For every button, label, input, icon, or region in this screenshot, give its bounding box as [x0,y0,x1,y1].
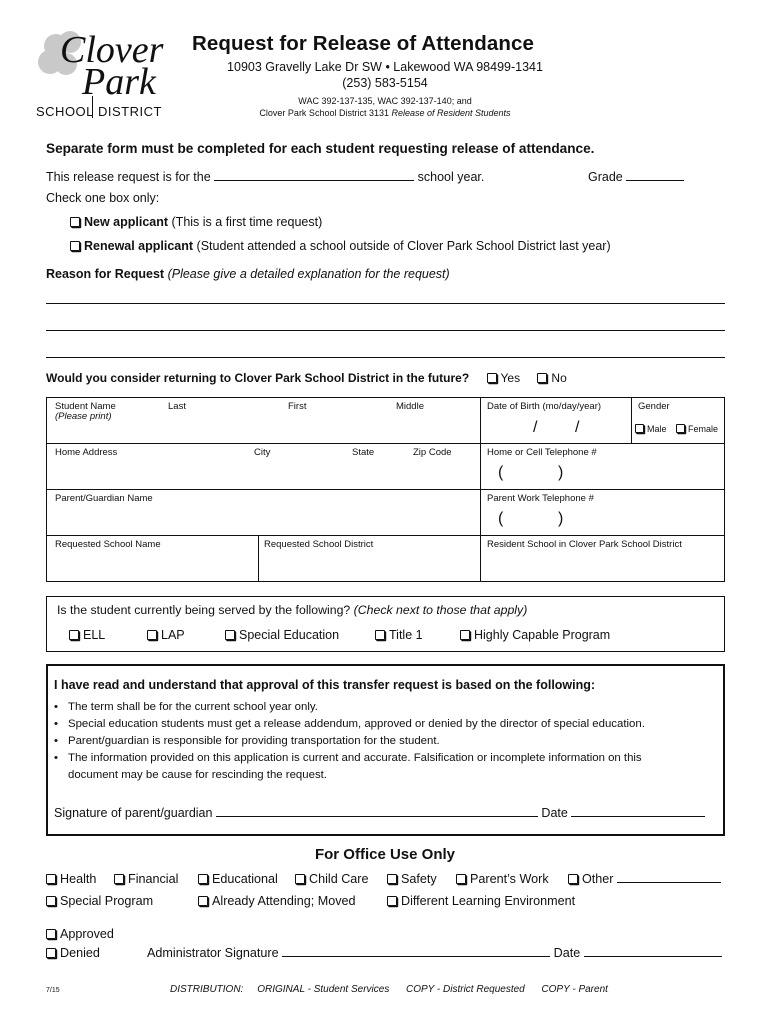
home-phone-paren-close: ) [558,464,564,481]
reason-label: Reason for Request [46,267,165,281]
form-revision: 7/15 [46,987,60,994]
admin-signature-label: Administrator Signature [147,946,279,960]
denied-checkbox[interactable] [46,948,56,958]
return-yes-checkbox[interactable] [487,373,497,383]
grade-group [588,170,684,184]
resident-school-label: Resident School in Clover Park School District [487,539,682,550]
denied-option [46,946,100,960]
highly-capable-checkbox[interactable] [460,630,470,640]
health-label: Health [60,872,97,886]
services-question-text: Is the student currently being served by the following? [57,603,354,617]
educational-checkbox[interactable] [198,874,208,884]
service-hcp-option [460,628,610,642]
office-reasons-row-2 [46,894,726,912]
parent-date-field[interactable] [571,816,705,817]
form-title: Request for Release of Attendance [192,32,535,55]
other-option [568,872,721,886]
parent-signature-label: Signature of parent/guardian [54,806,213,820]
renewal-applicant-checkbox[interactable] [70,241,80,251]
parents-work-option [456,872,549,886]
agreement-item: • The term shall be for the current school year only. [54,699,694,716]
school-year-line [46,170,726,184]
work-phone-label: Parent Work Telephone # [487,493,594,504]
male-checkbox[interactable] [635,424,644,433]
male-label: Male [647,424,667,434]
requested-district-label: Requested School District [264,539,374,550]
different-environment-option [387,894,575,908]
reason-line-2[interactable] [46,330,725,331]
dob-slash-2: / [575,419,580,436]
safety-label: Safety [401,872,437,886]
office-use-heading: For Office Use Only [314,846,456,863]
requested-school-label: Requested School Name [55,539,161,550]
ell-label: ELL [83,628,106,642]
district-phone: (253) 583-5154 [342,76,428,90]
special-education-checkbox[interactable] [225,630,235,640]
wac-reference: WAC 392-137-135, WAC 392-137-140; and [298,96,472,106]
home-address-label: Home Address [55,447,118,458]
agreement-item: • The information provided on this application is current and accurate. Falsification or incomplete information on this document may be cause for rescinding the request. [54,750,694,784]
return-yes-label: Yes [500,371,521,385]
logo-text-school: SCHOOL [36,104,94,119]
service-title1-option [375,628,423,642]
denied-label: Denied [60,946,100,960]
new-applicant-label: New applicant [84,215,169,229]
other-label: Other [582,872,614,886]
service-sped-option [225,628,339,642]
female-label: Female [688,424,719,434]
return-question-text: Would you consider returning to Clover Park School District in the future? [46,371,470,385]
services-question [57,603,527,617]
safety-option [387,872,437,886]
safety-checkbox[interactable] [387,874,397,884]
admin-signature-row [147,946,727,960]
parents-work-label: Parent’s Work [470,872,549,886]
other-checkbox[interactable] [568,874,578,884]
admin-signature-field[interactable] [282,956,550,957]
parent-signature-row [54,806,719,820]
grade-label: Grade [588,170,623,184]
services-hint: (Check next to those that apply) [353,603,528,617]
already-attending-option [198,894,356,908]
female-checkbox[interactable] [676,424,685,433]
highly-capable-label: Highly Capable Program [474,628,611,642]
first-name-label: First [288,401,307,412]
renewal-applicant-desc: (Student attended a school outside of Clover Park School District last year) [193,239,611,253]
financial-option [114,872,178,886]
ell-checkbox[interactable] [69,630,79,640]
other-field[interactable] [617,882,721,883]
student-info-table [46,397,725,582]
lap-label: LAP [161,628,185,642]
gender-male-option [635,424,667,434]
reason-hint: (Please give a detailed explanation for the request) [164,267,450,281]
separate-form-notice: Separate form must be completed for each student requesting release of attendance. [46,141,595,156]
policy-reference [200,108,570,118]
renewal-applicant-option [70,239,611,253]
city-label: City [254,447,271,458]
special-program-label: Special Program [60,894,154,908]
agreement-item: • Parent/guardian is responsible for providing transportation for the student. [54,733,694,750]
grade-field[interactable] [626,180,684,181]
work-phone-paren-open: ( [498,510,504,527]
return-no-label: No [551,371,567,385]
agreement-list [54,699,694,784]
distribution-note: DISTRIBUTION: ORIGINAL - Student Services COPY - District Requested COPY - Parent [170,984,608,995]
zip-label: Zip Code [413,447,452,458]
school-year-field[interactable] [214,180,414,181]
return-yes-option [487,371,521,385]
different-environment-label: Different Learning Environment [401,894,576,908]
dob-slash-1: / [533,419,538,436]
school-year-prefix: This release request is for the [46,170,211,184]
work-phone-paren-close: ) [558,510,564,527]
student-name-label: Student Name [55,401,116,412]
middle-name-label: Middle [396,401,424,412]
return-no-checkbox[interactable] [537,373,547,383]
renewal-applicant-label: Renewal applicant [84,239,194,253]
child-care-label: Child Care [309,872,369,886]
financial-label: Financial [128,872,179,886]
different-environment-checkbox[interactable] [387,896,397,906]
reason-heading [46,267,450,281]
title1-label: Title 1 [389,628,423,642]
logo-text-district: DISTRICT [98,104,162,119]
special-program-option [46,894,153,908]
reason-line-3[interactable] [46,357,725,358]
policy-number: Clover Park School District 3131 [259,108,392,118]
return-no-option [537,371,566,385]
approved-label: Approved [60,927,114,941]
agreement-heading: I have read and understand that approval of this transfer request is based on the following: [54,678,596,692]
parent-signature-field[interactable] [216,816,538,817]
agreement-box [46,664,725,836]
home-phone-paren-open: ( [498,464,504,481]
special-education-label: Special Education [239,628,340,642]
new-applicant-option [70,215,322,229]
state-label: State [352,447,375,458]
lap-checkbox[interactable] [147,630,157,640]
health-checkbox[interactable] [46,874,56,884]
guardian-name-label: Parent/Guardian Name [55,493,153,504]
approved-checkbox[interactable] [46,929,56,939]
parents-work-checkbox[interactable] [456,874,466,884]
last-name-label: Last [168,401,186,412]
service-lap-option [147,628,185,642]
child-care-checkbox[interactable] [295,874,305,884]
district-address: 10903 Gravelly Lake Dr SW • Lakewood WA 98499-1341 [227,60,543,74]
reason-line-1[interactable] [46,303,725,304]
parent-date-label: Date [541,806,568,820]
health-option [46,872,96,886]
gender-label: Gender [638,401,670,412]
check-one-instruction: Check one box only: [46,191,160,205]
please-print-label: (Please print) [55,411,112,422]
home-phone-label: Home or Cell Telephone # [487,447,597,458]
agreement-item: • Special education students must get a release addendum, approved or denied by the director of special education. [54,716,694,733]
logo-divider [92,96,93,118]
approved-option [46,927,114,941]
already-attending-checkbox[interactable] [198,896,208,906]
new-applicant-desc: (This is a first time request) [168,215,323,229]
district-logo [36,30,196,120]
child-care-option [295,872,369,886]
policy-title: Release of Resident Students [391,108,511,118]
gender-female-option [676,424,718,434]
admin-date-label: Date [553,946,581,960]
special-program-checkbox[interactable] [46,896,56,906]
already-attending-label: Already Attending; Moved [212,894,356,908]
financial-checkbox[interactable] [114,874,124,884]
logo-text-park: Park [82,61,156,103]
logo-text-clover: Clover [60,29,164,71]
educational-label: Educational [212,872,278,886]
new-applicant-checkbox[interactable] [70,217,80,227]
service-ell-option [69,628,105,642]
admin-date-field[interactable] [584,956,722,957]
school-year-suffix: school year. [417,170,485,184]
title1-checkbox[interactable] [375,630,385,640]
dob-label: Date of Birth (mo/day/year) [487,401,602,412]
services-box [46,596,725,652]
return-question [46,371,567,385]
educational-option [198,872,278,886]
office-reasons-row-1 [46,872,726,890]
